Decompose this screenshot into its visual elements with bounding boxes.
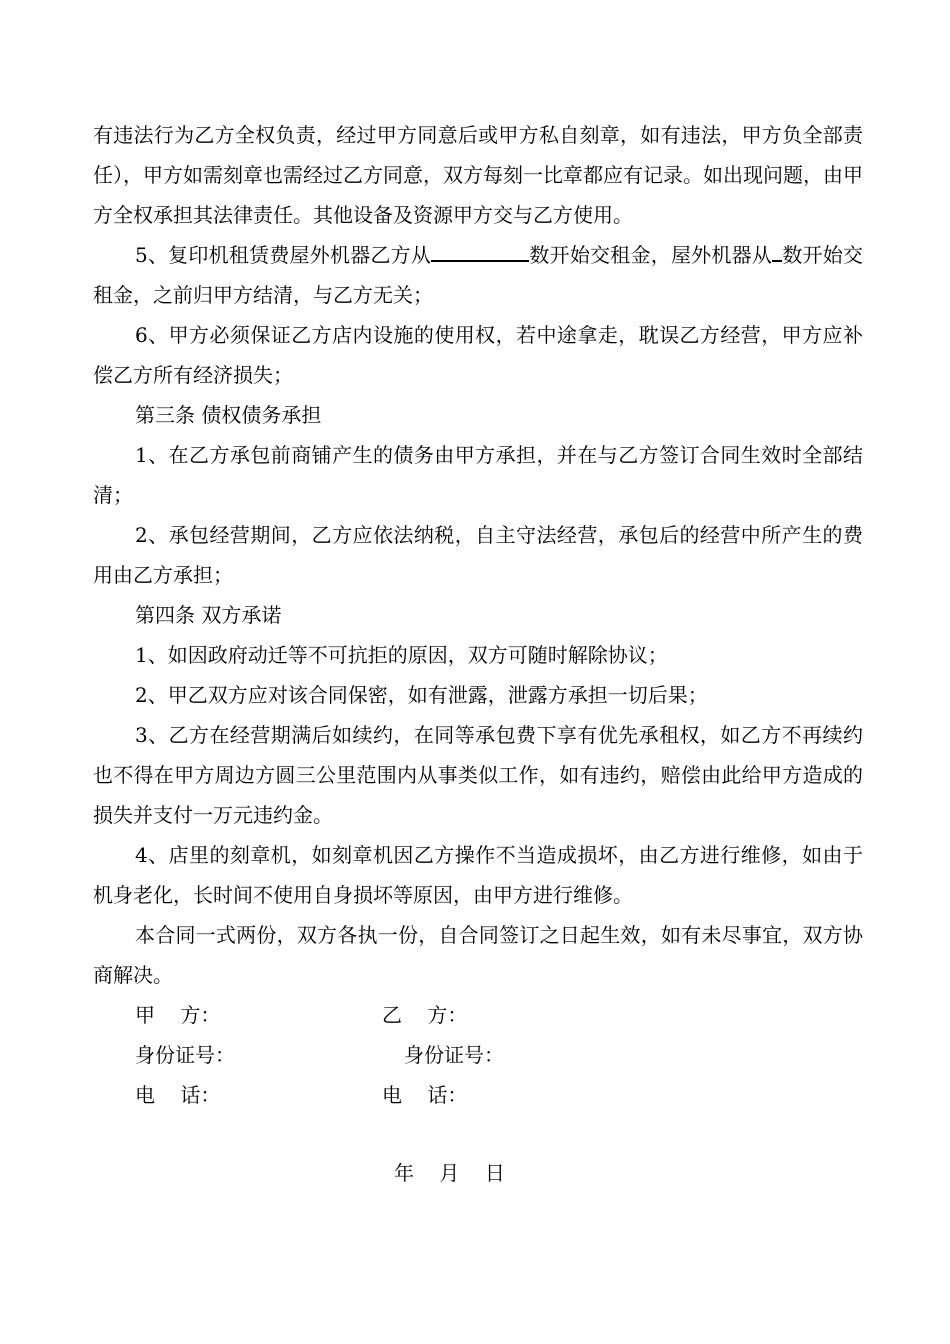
party-b-phone-label: 电 话： (382, 1083, 468, 1107)
paragraph-seal-machine: 4、店里的刻章机，如刻章机因乙方操作不当造成损坏，由乙方进行维修，如由于机身老化，长时间不使用自身损坏等原因，由甲方进行维修。 (93, 843, 863, 907)
party-a-id-label: 身份证号： (135, 1043, 235, 1067)
paragraph-force-majeure: 1、如因政府动迁等不可抗拒的原因，双方可随时解除协议； (135, 643, 668, 667)
contract-page (93, 115, 863, 1115)
paragraph-debt-before: 1、在乙方承包前商铺产生的债务由甲方承担，并在与乙方签订合同生效时全部结清； (93, 443, 863, 507)
party-b-label: 乙 方： (382, 1003, 468, 1027)
section-heading-article-4: 第四条 双方承诺 (135, 603, 282, 627)
copier-rent-text-c: 数开始交租金，之前归甲方结清，与乙方无关； (93, 243, 864, 307)
paragraph-copier-rent (93, 235, 863, 315)
signature-row-phone (93, 1075, 863, 1115)
paragraph-copies-effective: 本合同一式两份，双方各执一份，自合同签订之日起生效，如有未尽事宜，双方协商解决。 (93, 923, 863, 987)
party-a-phone-label: 电 话： (135, 1083, 221, 1107)
date-line: 年 月 日 (394, 1161, 505, 1185)
paragraph-continued-liability: 有违法行为乙方全权负责，经过甲方同意后或甲方私自刻章，如有违法，甲方负全部责任），甲方如需刻章也需经过乙方同意，双方每刻一比章都应有记录。如出现问题，由甲方全权承担其法律责任。其他设备及资源甲方交与乙方使用。 (93, 123, 863, 227)
copier-rent-blank-2 (772, 238, 782, 262)
paragraph-facility-rights: 6、甲方必须保证乙方店内设施的使用权，若中途拿走，耽误乙方经营，甲方应补偿乙方所有经济损失； (93, 323, 863, 387)
signature-row-party (93, 995, 863, 1035)
paragraph-tax-expenses: 2、承包经营期间，乙方应依法纳税，自主守法经营，承包后的经营中所产生的费用由乙方承担； (93, 523, 863, 587)
party-b-id-label: 身份证号： (404, 1043, 504, 1067)
party-a-label: 甲 方： (135, 1003, 221, 1027)
paragraph-confidentiality: 2、甲乙双方应对该合同保密，如有泄露，泄露方承担一切后果； (135, 683, 708, 707)
copier-rent-text-b: 数开始交租金，屋外机器从 (529, 243, 773, 267)
paragraph-renewal-noncompete: 3、乙方在经营期满后如续约，在同等承包费下享有优先承租权，如乙方不再续约也不得在甲方周边方圆三公里范围内从事类似工作，如有违约，赔偿由此给甲方造成的损失并支付一万元违约金。 (93, 723, 863, 827)
copier-rent-text-a: 5、复印机租赁费屋外机器乙方从 (135, 243, 432, 267)
copier-rent-blank-1 (431, 238, 529, 262)
signature-row-id (93, 1035, 863, 1075)
section-heading-article-3: 第三条 债权债务承担 (135, 403, 322, 427)
